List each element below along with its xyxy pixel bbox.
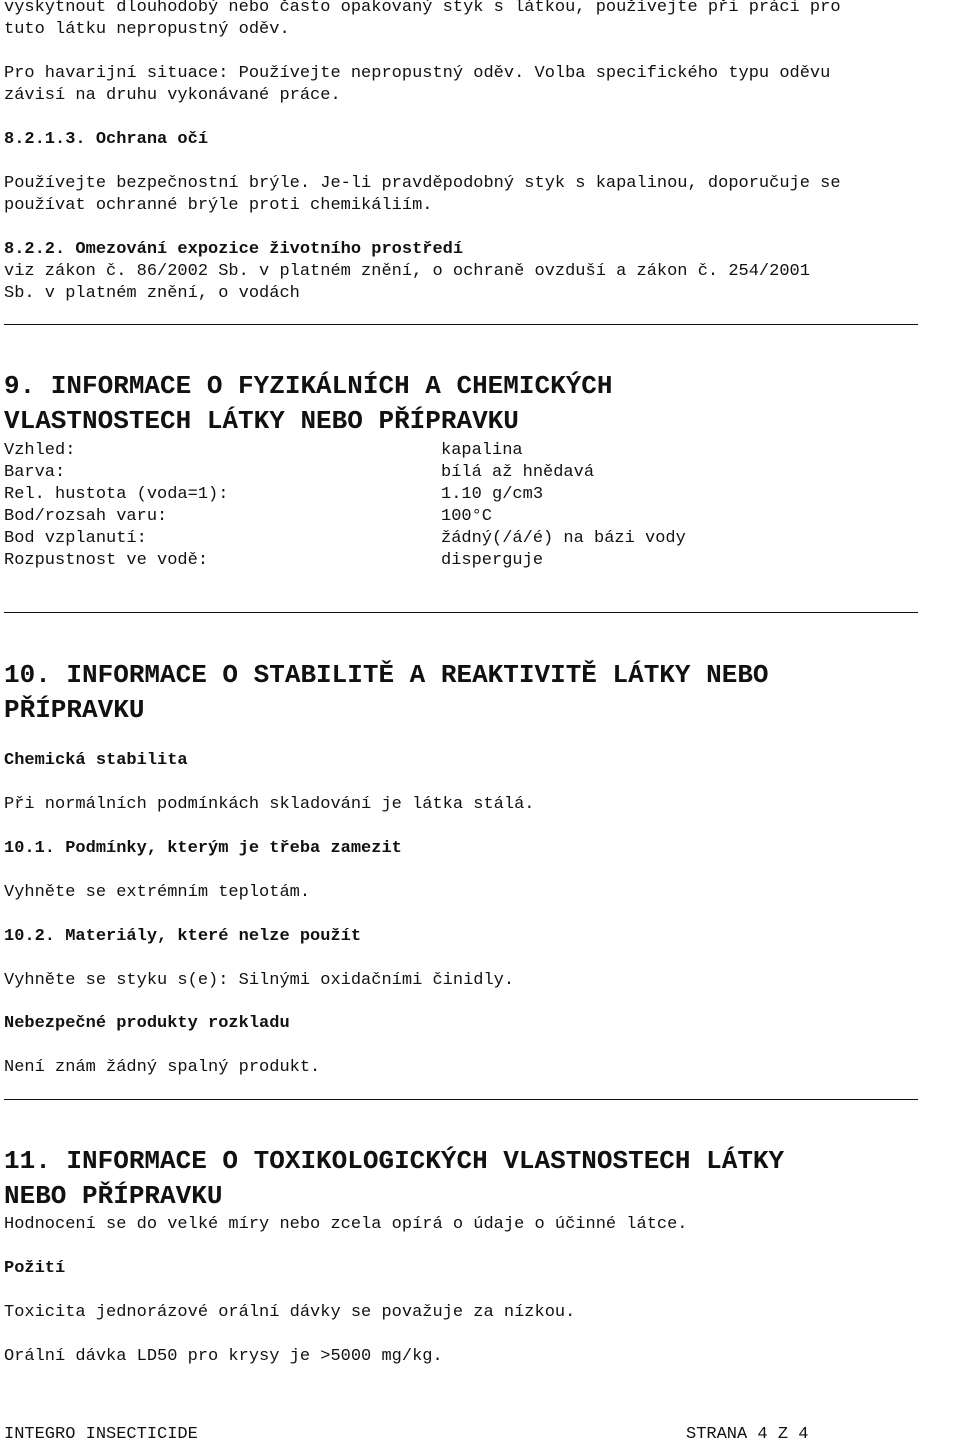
section-11-title: NEBO PŘÍPRAVKU xyxy=(4,1181,223,1211)
footer-product-name: INTEGRO INSECTICIDE xyxy=(4,1425,198,1444)
body-text: viz zákon č. 86/2002 Sb. v platném znění, o ochraně ovzduší a zákon č. 254/2001 xyxy=(4,262,810,281)
section-divider xyxy=(4,324,918,325)
body-text: Orální dávka LD50 pro krysy je >5000 mg/kg. xyxy=(4,1347,443,1366)
section-10-title: PŘÍPRAVKU xyxy=(4,695,145,725)
property-label: Bod/rozsah varu: xyxy=(4,507,168,526)
property-value: kapalina xyxy=(441,441,523,460)
property-label: Vzhled: xyxy=(4,441,76,460)
section-11-title: 11. INFORMACE O TOXIKOLOGICKÝCH VLASTNOSTECH LÁTKY xyxy=(4,1146,785,1176)
body-text: Vyhněte se extrémním teplotám. xyxy=(4,883,311,902)
subsection-heading: Nebezpečné produkty rozkladu xyxy=(4,1014,290,1033)
property-value: 100°C xyxy=(441,507,493,526)
section-9-title: VLASTNOSTECH LÁTKY NEBO PŘÍPRAVKU xyxy=(4,406,519,436)
section-divider xyxy=(4,1099,918,1100)
body-text: Pro havarijní situace: Používejte nepropustný oděv. Volba specifického typu oděvu xyxy=(4,64,831,83)
body-text: Hodnocení se do velké míry nebo zcela opírá o údaje o účinné látce. xyxy=(4,1215,688,1234)
property-label: Barva: xyxy=(4,463,66,482)
subsection-heading: Požití xyxy=(4,1259,66,1278)
body-text: Sb. v platném znění, o vodách xyxy=(4,284,300,303)
body-text: Při normálních podmínkách skladování je látka stálá. xyxy=(4,795,535,814)
section-heading-eye-protection: 8.2.1.3. Ochrana očí xyxy=(4,130,209,149)
body-text: Není znám žádný spalný produkt. xyxy=(4,1058,321,1077)
body-text: Toxicita jednorázové orální dávky se považuje za nízkou. xyxy=(4,1303,576,1322)
section-9-title: 9. INFORMACE O FYZIKÁLNÍCH A CHEMICKÝCH xyxy=(4,371,613,401)
section-10-title: 10. INFORMACE O STABILITĚ A REAKTIVITĚ LÁTKY NEBO xyxy=(4,660,769,690)
body-text: Vyhněte se styku s(e): Silnými oxidačními činidly. xyxy=(4,971,515,990)
body-text: vyskytnout dlouhodobý nebo často opakovaný styk s látkou, používejte při práci pro xyxy=(4,0,841,17)
subsection-heading: Chemická stabilita xyxy=(4,751,188,770)
subsection-heading: 10.1. Podmínky, kterým je třeba zamezit xyxy=(4,839,402,858)
property-label: Rozpustnost ve vodě: xyxy=(4,551,209,570)
body-text: používat ochranné brýle proti chemikáliím. xyxy=(4,196,433,215)
property-label: Rel. hustota (voda=1): xyxy=(4,485,229,504)
footer-page-number: STRANA 4 Z 4 xyxy=(686,1425,809,1444)
section-divider xyxy=(4,612,918,613)
property-value: disperguje xyxy=(441,551,544,570)
property-label: Bod vzplanutí: xyxy=(4,529,147,548)
body-text: Používejte bezpečnostní brýle. Je-li pravděpodobný styk s kapalinou, doporučuje se xyxy=(4,174,841,193)
property-value: 1.10 g/cm3 xyxy=(441,485,544,504)
section-heading-environment: 8.2.2. Omezování expozice životního prostředí xyxy=(4,240,464,259)
property-value: bílá až hnědavá xyxy=(441,463,595,482)
body-text: závisí na druhu vykonávané práce. xyxy=(4,86,341,105)
subsection-heading: 10.2. Materiály, které nelze použít xyxy=(4,927,362,946)
body-text: tuto látku nepropustný oděv. xyxy=(4,20,290,39)
property-value: žádný(/á/é) na bázi vody xyxy=(441,529,686,548)
